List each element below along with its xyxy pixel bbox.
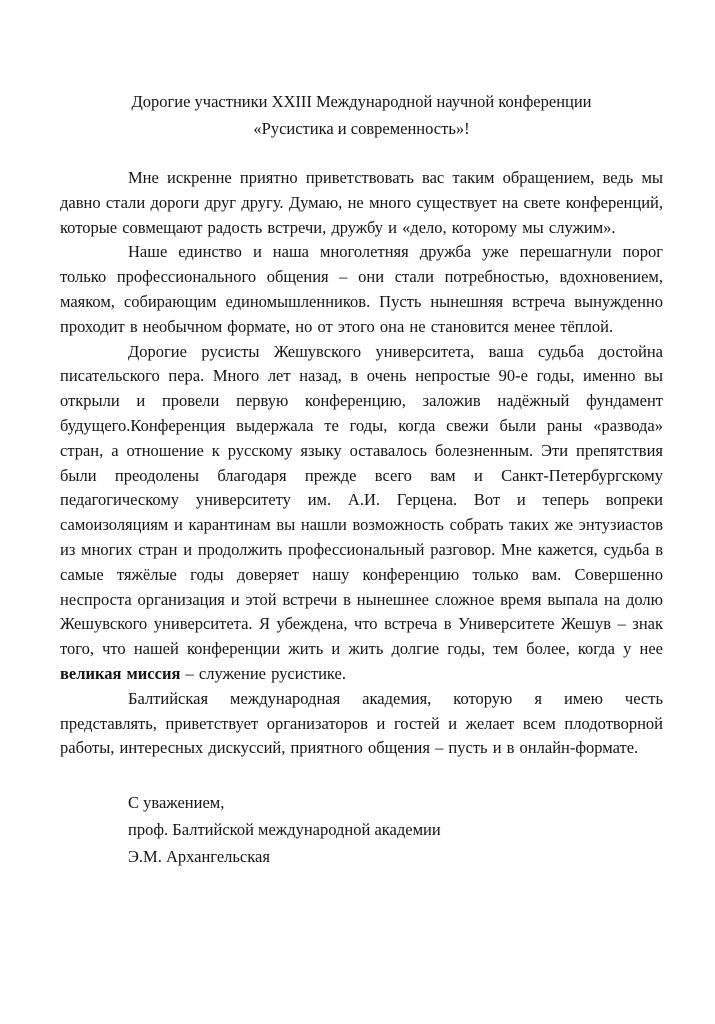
signature-position: проф. Балтийской международной академии [128,820,441,840]
paragraph-history-ending: – служение русистике. [180,663,346,683]
signature-block [128,789,663,870]
letter-title-line1: Дорогие участники XXIII Международной научной конференции [131,92,592,111]
letter-title [60,88,663,142]
paragraph-history [60,340,663,687]
letter-title-line2: «Русистика и современность»! [253,119,470,138]
letter-body [60,166,663,761]
paragraph-greeting: Мне искренне приятно приветствовать вас таким обращением, ведь мы давно стали дороги друг другу. Думаю, не много существует на свете конференций, которые совмещают радость встречи, дружбу и «дело, которому мы служим». [60,168,663,237]
paragraph-academy-greeting: Балтийская международная академия, которую я имею честь представлять, приветствует организаторов и гостей и желает всем плодотворной работы, интересных дискуссий, приятного общения – пусть и в онлайн-формате. [60,688,663,758]
paragraph-unity: Наше единство и наша многолетняя дружба уже перешагнули порог только профессионального общения – они стали потребностью, вдохновением, маяком, собирающим единомышленников. Пусть нынешняя встреча вынужденно проходит в необычном формате, но от этого она не становится менее тёплой. [60,242,663,336]
signature-salutation: С уважением, [128,793,225,813]
paragraph-history-text: Дорогие русисты Жешувского университета, ваша судьба достойна писательского пера. Много лет назад, в очень непростые 90-е годы, именно вы открыли и провели первую конференцию, заложив надёжный фундамент будущего.Конференция выдержала те годы, когда свежи были раны «развода» стран, а отношение к русскому языку оставалось болезненным. Эти препятствия были преодолены благодаря прежде всего вам и Санкт-Петербургскому педагогическому университету им. А.И. Герцена. Вот и теперь вопреки самоизоляциям и карантинам вы нашли возможность собрать таких же энтузиастов из многих стран и продолжить профессиональный разговор. Мне кажется, судьба в самые тяжёлые годы доверяет нашу конференцию только вам. Совершенно неспроста организация и этой встречи в нынешнее сложное время выпала на долю Жешувского университета. Я убеждена, что встреча в Университете Жешув – знак того, что нашей конференции жить и жить долгие годы, тем более, когда у нее [60,341,663,659]
signature-name: Э.М. Архангельская [128,847,270,867]
bold-phrase-great-mission: великая миссия [60,663,181,683]
